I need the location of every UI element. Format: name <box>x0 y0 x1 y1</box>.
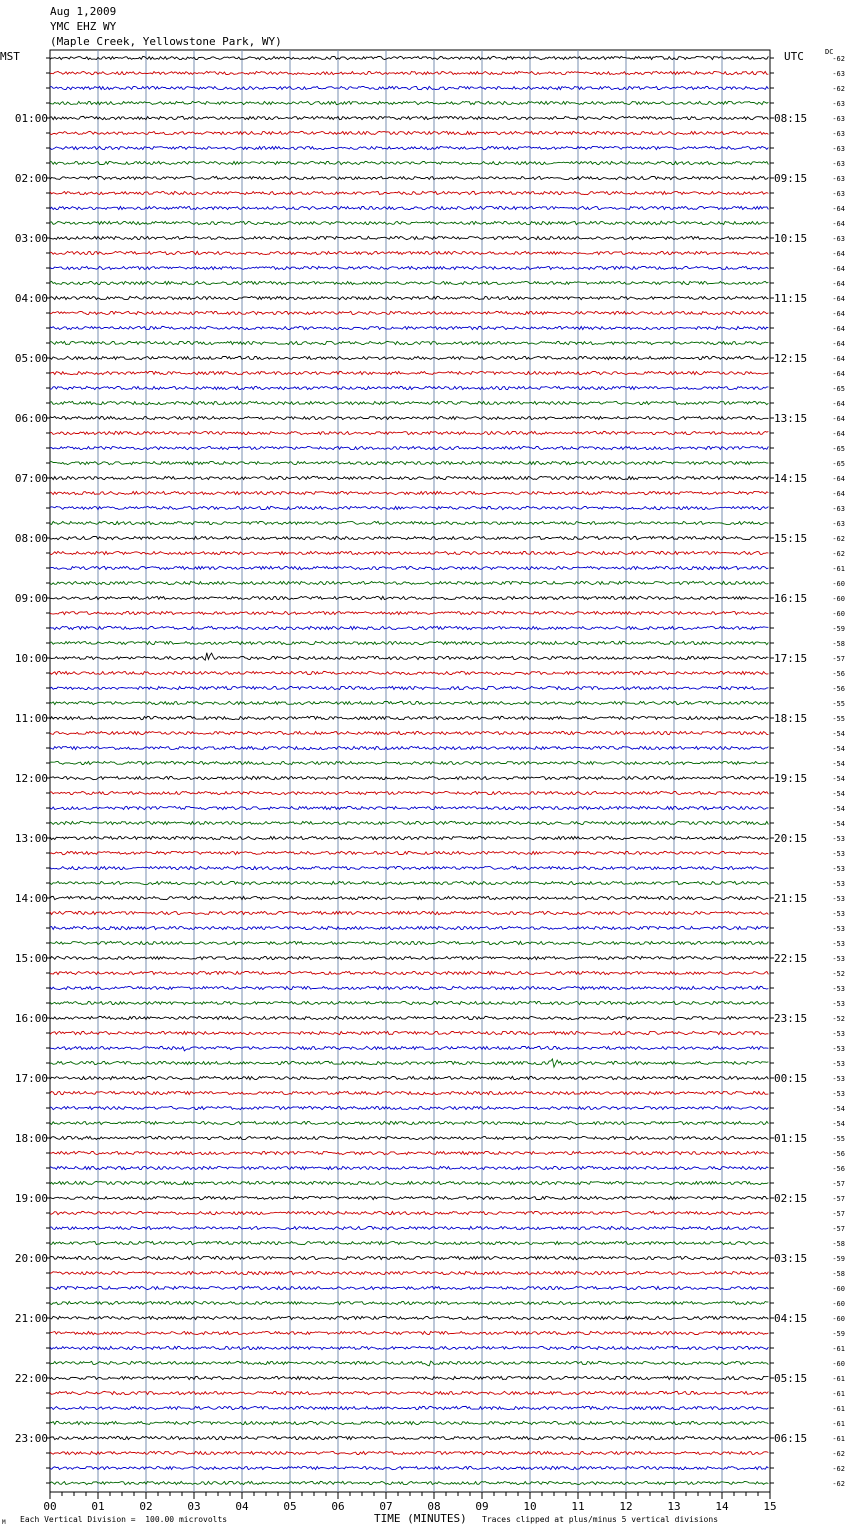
scale-note: Each Vertical Division = 100.00 microvolts <box>20 1515 228 1524</box>
right-hour-label: 02:15 <box>774 1192 808 1205</box>
dc-offset-label: -54 <box>832 760 845 768</box>
dc-offset-label: -57 <box>832 1210 845 1218</box>
dc-offset-label: -62 <box>832 55 845 63</box>
seismic-trace <box>50 1001 768 1004</box>
seismic-trace <box>50 971 768 974</box>
left-hour-label: 05:00 <box>14 352 48 365</box>
right-hour-label: 04:15 <box>774 1312 808 1325</box>
dc-offset-label: -63 <box>832 190 845 198</box>
seismic-trace <box>50 461 768 464</box>
dc-offset-label: -59 <box>832 1255 845 1263</box>
dc-offset-label: -63 <box>832 100 845 108</box>
seismic-trace <box>50 86 768 89</box>
station-location: (Maple Creek, Yellowstone Park, WY) <box>50 35 282 48</box>
dc-offset-label: -56 <box>832 685 845 693</box>
dc-offset-label: -58 <box>832 640 845 648</box>
seismic-trace <box>50 926 768 929</box>
dc-offset-label: -64 <box>832 430 845 438</box>
seismic-trace <box>50 116 768 119</box>
dc-offset-label: -61 <box>832 1405 845 1413</box>
seismic-trace <box>50 491 768 494</box>
right-hour-label: 17:15 <box>774 652 808 665</box>
x-tick-label: 11 <box>571 1500 585 1513</box>
dc-offset-label: -60 <box>832 595 845 603</box>
right-hour-label: 12:15 <box>774 352 808 365</box>
right-hour-label: 18:15 <box>774 712 808 725</box>
dc-offset-label: -60 <box>832 1300 845 1308</box>
right-hour-label: 10:15 <box>774 232 808 245</box>
seismic-trace <box>50 911 768 914</box>
right-hour-label: 08:15 <box>774 112 808 125</box>
dc-offset-label: -64 <box>832 265 845 273</box>
dc-offset-label: -57 <box>832 1195 845 1203</box>
right-hour-label: 00:15 <box>774 1072 808 1085</box>
right-hour-label: 09:15 <box>774 172 808 185</box>
seismic-trace <box>50 566 768 569</box>
dc-offset-label: -63 <box>832 145 845 153</box>
dc-offset-label: -63 <box>832 115 845 123</box>
seismic-trace <box>50 371 768 374</box>
seismic-trace <box>50 476 768 479</box>
seismic-trace <box>50 1451 768 1454</box>
x-tick-label: 06 <box>331 1500 345 1513</box>
left-hour-label: 07:00 <box>14 472 48 485</box>
seismic-trace <box>50 806 768 809</box>
left-hour-label: 11:00 <box>14 712 48 725</box>
dc-offset-label: -54 <box>832 805 845 813</box>
seismic-trace <box>50 1331 768 1334</box>
right-hour-label: 03:15 <box>774 1252 808 1265</box>
x-tick-label: 07 <box>379 1500 393 1513</box>
seismic-trace <box>50 356 768 359</box>
dc-offset-label: -53 <box>832 1000 845 1008</box>
seismic-trace <box>50 311 768 314</box>
dc-offset-label: -53 <box>832 1030 845 1038</box>
left-hour-label: 06:00 <box>14 412 48 425</box>
dc-offset-label: -64 <box>832 475 845 483</box>
dc-offset-label: -61 <box>832 1435 845 1443</box>
x-tick-label: 00 <box>43 1500 57 1513</box>
seismic-trace <box>50 701 768 704</box>
seismic-trace <box>50 131 768 134</box>
dc-offset-label: -53 <box>832 835 845 843</box>
right-hour-label: 11:15 <box>774 292 808 305</box>
dc-offset-label: -54 <box>832 1105 845 1113</box>
seismic-trace <box>50 1196 768 1199</box>
seismic-trace <box>50 1346 768 1349</box>
dc-offset-label: -52 <box>832 1015 845 1023</box>
dc-offset-label: -62 <box>832 1465 845 1473</box>
seismic-trace <box>50 1241 768 1244</box>
seismic-trace <box>50 1076 768 1079</box>
dc-offset-label: -64 <box>832 310 845 318</box>
dc-offset-label: -56 <box>832 1150 845 1158</box>
seismic-trace <box>50 791 768 794</box>
seismic-trace <box>50 866 768 869</box>
seismic-trace <box>50 1286 768 1289</box>
dc-offset-label: -59 <box>832 1330 845 1338</box>
dc-offset-label: -53 <box>832 1090 845 1098</box>
dc-offset-label: -53 <box>832 910 845 918</box>
seismic-trace <box>50 266 768 269</box>
dc-offset-label: -64 <box>832 250 845 258</box>
dc-offset-label: -63 <box>832 505 845 513</box>
seismic-trace <box>50 1256 768 1259</box>
dc-offset-label: -64 <box>832 355 845 363</box>
clip-note: Traces clipped at plus/minus 5 vertical divisions <box>482 1515 719 1524</box>
seismic-trace <box>50 236 768 239</box>
seismic-trace <box>50 821 768 824</box>
seismic-trace <box>50 653 768 661</box>
seismic-trace <box>50 1301 768 1304</box>
left-timezone-label: MST <box>0 50 20 63</box>
dc-offset-label: -62 <box>832 535 845 543</box>
dc-offset-label: -63 <box>832 520 845 528</box>
seismic-trace <box>50 1466 768 1469</box>
seismic-trace <box>50 956 768 959</box>
dc-offset-label: -54 <box>832 730 845 738</box>
seismic-trace <box>50 251 768 254</box>
seismic-trace <box>50 1181 768 1184</box>
seismic-trace <box>50 416 768 419</box>
dc-offset-label: -52 <box>832 970 845 978</box>
dc-offset-label: -56 <box>832 1165 845 1173</box>
seismic-trace <box>50 101 768 104</box>
seismic-trace <box>50 326 768 329</box>
seismic-trace <box>50 401 768 404</box>
dc-offset-header: DC <box>825 48 834 56</box>
dc-offset-label: -65 <box>832 385 845 393</box>
right-timezone-label: UTC <box>784 50 804 63</box>
plot-frame <box>50 50 770 1492</box>
x-tick-label: 12 <box>619 1500 633 1513</box>
left-hour-label: 12:00 <box>14 772 48 785</box>
seismic-trace <box>50 641 768 644</box>
plot-date: Aug 1,2009 <box>50 5 117 18</box>
seismic-trace <box>50 1226 768 1229</box>
seismic-trace <box>50 1436 768 1439</box>
dc-offset-label: -54 <box>832 745 845 753</box>
seismic-trace <box>50 581 768 584</box>
dc-offset-label: -63 <box>832 160 845 168</box>
dc-offset-label: -53 <box>832 940 845 948</box>
dc-offset-label: -53 <box>832 955 845 963</box>
seismic-trace <box>50 1106 768 1109</box>
dc-offset-label: -61 <box>832 1345 845 1353</box>
seismic-trace <box>50 761 768 764</box>
seismic-trace <box>50 206 768 209</box>
dc-offset-label: -57 <box>832 1180 845 1188</box>
seismic-trace <box>50 1271 768 1274</box>
seismic-trace <box>50 1059 768 1067</box>
seismic-trace <box>50 386 768 389</box>
seismic-trace <box>50 851 768 854</box>
dc-offset-label: -61 <box>832 1390 845 1398</box>
dc-offset-label: -60 <box>832 610 845 618</box>
dc-offset-label: -63 <box>832 70 845 78</box>
seismic-trace <box>50 1406 768 1409</box>
seismic-trace <box>50 1316 768 1319</box>
dc-offset-label: -64 <box>832 205 845 213</box>
left-hour-label: 03:00 <box>14 232 48 245</box>
dc-offset-label: -62 <box>832 85 845 93</box>
seismic-trace <box>50 1391 768 1394</box>
seismic-trace <box>50 161 768 164</box>
left-hour-label: 04:00 <box>14 292 48 305</box>
right-hour-label: 15:15 <box>774 532 808 545</box>
seismic-trace <box>50 731 768 734</box>
dc-offset-label: -64 <box>832 370 845 378</box>
left-hour-label: 01:00 <box>14 112 48 125</box>
seismic-trace <box>50 1136 768 1139</box>
left-hour-label: 02:00 <box>14 172 48 185</box>
dc-offset-label: -61 <box>832 1420 845 1428</box>
seismic-trace <box>50 281 768 284</box>
x-tick-label: 14 <box>715 1500 729 1513</box>
seismic-trace <box>50 746 768 749</box>
x-tick-label: 05 <box>283 1500 297 1513</box>
seismic-trace <box>50 1211 768 1214</box>
dc-offset-label: -59 <box>832 625 845 633</box>
dc-offset-label: -54 <box>832 775 845 783</box>
seismic-trace <box>50 1091 768 1094</box>
x-axis-label: TIME (MINUTES) <box>374 1512 467 1525</box>
station-name: YMC EHZ WY <box>50 20 117 33</box>
seismic-trace <box>50 1166 768 1169</box>
dc-offset-label: -60 <box>832 580 845 588</box>
x-tick-label: 15 <box>763 1500 777 1513</box>
seismic-trace <box>50 716 768 719</box>
x-tick-label: 01 <box>91 1500 105 1513</box>
left-hour-label: 09:00 <box>14 592 48 605</box>
trace-layer <box>50 56 768 1484</box>
right-hour-label: 23:15 <box>774 1012 808 1025</box>
dc-offset-label: -57 <box>832 1225 845 1233</box>
x-tick-label: 04 <box>235 1500 249 1513</box>
seismic-trace <box>50 881 768 884</box>
x-tick-label: 02 <box>139 1500 153 1513</box>
left-hour-label: 08:00 <box>14 532 48 545</box>
left-hour-label: 22:00 <box>14 1372 48 1385</box>
dc-offset-label: -54 <box>832 820 845 828</box>
seismic-trace <box>50 1361 768 1366</box>
dc-offset-label: -53 <box>832 895 845 903</box>
x-tick-label: 13 <box>667 1500 681 1513</box>
dc-offset-label: -60 <box>832 1360 845 1368</box>
right-hour-label: 22:15 <box>774 952 808 965</box>
seismic-trace <box>50 686 768 689</box>
dc-offset-label: -64 <box>832 295 845 303</box>
seismic-trace <box>50 1046 768 1051</box>
seismic-trace <box>50 296 768 299</box>
dc-offset-label: -64 <box>832 325 845 333</box>
dc-offset-label: -55 <box>832 715 845 723</box>
right-hour-label: 16:15 <box>774 592 808 605</box>
seismic-trace <box>50 671 768 674</box>
seismic-trace <box>50 71 768 74</box>
seismic-trace <box>50 551 768 554</box>
dc-offset-label: -56 <box>832 670 845 678</box>
seismic-trace <box>50 776 768 779</box>
left-hour-label: 13:00 <box>14 832 48 845</box>
seismic-trace <box>50 1031 768 1034</box>
seismic-trace <box>50 611 768 614</box>
left-hour-label: 20:00 <box>14 1252 48 1265</box>
seismic-trace <box>50 1481 768 1484</box>
dc-offset-label: -63 <box>832 175 845 183</box>
dc-offset-label: -57 <box>832 655 845 663</box>
left-hour-label: 16:00 <box>14 1012 48 1025</box>
dc-offset-label: -61 <box>832 565 845 573</box>
right-hour-label: 01:15 <box>774 1132 808 1145</box>
corner-mark: M <box>2 1519 6 1526</box>
dc-offset-label: -58 <box>832 1270 845 1278</box>
dc-offset-label: -54 <box>832 1120 845 1128</box>
right-hour-label: 14:15 <box>774 472 808 485</box>
left-hour-label: 15:00 <box>14 952 48 965</box>
x-tick-label: 03 <box>187 1500 201 1513</box>
dc-offset-label: -53 <box>832 1045 845 1053</box>
right-hour-label: 19:15 <box>774 772 808 785</box>
seismic-trace <box>50 221 768 225</box>
dc-offset-label: -58 <box>832 1240 845 1248</box>
label-layer <box>15 55 845 1513</box>
dc-offset-label: -55 <box>832 700 845 708</box>
dc-offset-label: -53 <box>832 1075 845 1083</box>
right-hour-label: 05:15 <box>774 1372 808 1385</box>
dc-offset-label: -53 <box>832 850 845 858</box>
dc-offset-label: -53 <box>832 865 845 873</box>
dc-offset-label: -63 <box>832 235 845 243</box>
dc-offset-label: -62 <box>832 1480 845 1488</box>
seismic-trace <box>50 1016 768 1019</box>
seismic-trace <box>50 941 768 944</box>
seismic-trace <box>50 986 768 989</box>
dc-offset-label: -64 <box>832 340 845 348</box>
x-tick-label: 09 <box>475 1500 489 1513</box>
dc-offset-label: -64 <box>832 400 845 408</box>
right-hour-label: 21:15 <box>774 892 808 905</box>
left-hour-label: 21:00 <box>14 1312 48 1325</box>
dc-offset-label: -64 <box>832 415 845 423</box>
dc-offset-label: -55 <box>832 1135 845 1143</box>
seismic-trace <box>50 596 768 599</box>
right-hour-label: 20:15 <box>774 832 808 845</box>
seismic-trace <box>50 146 768 149</box>
seismic-trace <box>50 176 768 179</box>
left-hour-label: 10:00 <box>14 652 48 665</box>
dc-offset-label: -65 <box>832 460 845 468</box>
dc-offset-label: -53 <box>832 985 845 993</box>
seismic-trace <box>50 536 768 539</box>
seismic-trace <box>50 836 768 839</box>
dc-offset-label: -53 <box>832 880 845 888</box>
dc-offset-label: -64 <box>832 220 845 228</box>
dc-offset-label: -62 <box>832 550 845 558</box>
x-tick-label: 10 <box>523 1500 537 1513</box>
dc-offset-label: -64 <box>832 490 845 498</box>
dc-offset-label: -63 <box>832 130 845 138</box>
left-hour-label: 17:00 <box>14 1072 48 1085</box>
dc-offset-label: -64 <box>832 280 845 288</box>
seismic-trace <box>50 506 768 509</box>
dc-offset-label: -60 <box>832 1285 845 1293</box>
seismic-trace <box>50 1376 768 1379</box>
seismic-trace <box>50 431 768 434</box>
dc-offset-label: -61 <box>832 1375 845 1383</box>
seismic-trace <box>50 56 768 59</box>
seismic-trace <box>50 191 768 194</box>
left-hour-label: 14:00 <box>14 892 48 905</box>
left-hour-label: 18:00 <box>14 1132 48 1145</box>
seismic-trace <box>50 1421 768 1424</box>
seismic-trace <box>50 1121 768 1124</box>
dc-offset-label: -53 <box>832 925 845 933</box>
seismic-trace <box>50 446 768 449</box>
seismic-trace <box>50 896 768 899</box>
dc-offset-label: -62 <box>832 1450 845 1458</box>
dc-offset-label: -60 <box>832 1315 845 1323</box>
right-hour-label: 06:15 <box>774 1432 808 1445</box>
right-hour-label: 13:15 <box>774 412 808 425</box>
seismic-trace <box>50 341 768 344</box>
seismic-trace <box>50 1151 768 1154</box>
dc-offset-label: -65 <box>832 445 845 453</box>
dc-offset-label: -54 <box>832 790 845 798</box>
x-tick-label: 08 <box>427 1500 441 1513</box>
seismic-trace <box>50 521 768 524</box>
left-hour-label: 19:00 <box>14 1192 48 1205</box>
left-hour-label: 23:00 <box>14 1432 48 1445</box>
seismic-trace <box>50 626 768 629</box>
dc-offset-label: -53 <box>832 1060 845 1068</box>
